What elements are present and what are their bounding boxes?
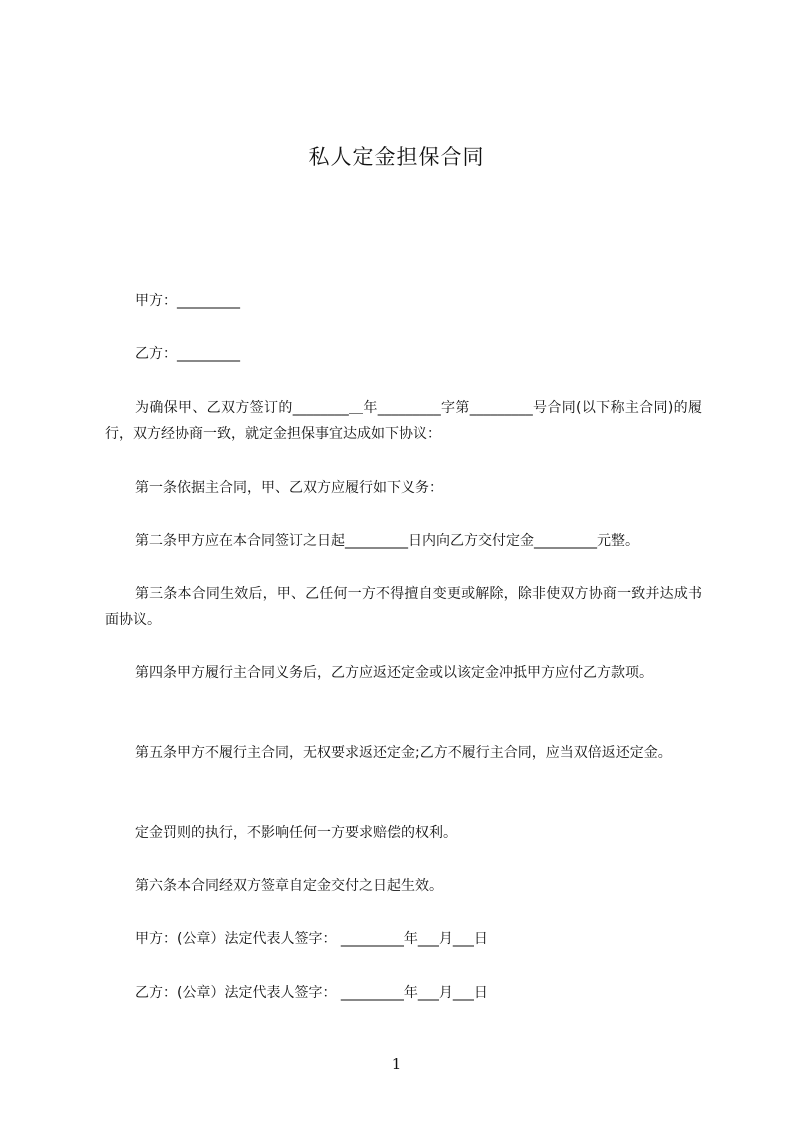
article-3-paragraph: 第三条本合同生效后，甲、乙任何一方不得擅自变更或解除，除非使双方协商一致并达成书面协议。 <box>105 586 702 628</box>
party-a-signature-line: 甲方：(公章）法定代表人签字： _________年___月___日 <box>135 931 488 947</box>
party-b-signature-line: 乙方：(公章）法定代表人签字： _________年___月___日 <box>135 985 488 1001</box>
article-5-paragraph: 第五条甲方不履行主合同，无权要求返还定金;乙方不履行主合同，应当双倍返还定金。 <box>135 745 672 761</box>
preamble-paragraph: 为确保甲、乙双方签订的________＿年_________字第_________号合同(以下称主合同)的履行，双方经协商一致，就定金担保事宜达成如下协议： <box>105 400 702 442</box>
article-4-paragraph: 第四条甲方履行主合同义务后，乙方应返还定金或以该定金冲抵甲方应付乙方款项。 <box>135 665 653 681</box>
article-2-paragraph: 第二条甲方应在本合同签订之日起_________日内向乙方交付定金_________元整。 <box>135 533 639 549</box>
party-a-line: 甲方：_________ <box>135 293 240 309</box>
page-number: 1 <box>391 1055 402 1073</box>
deposit-penalty-paragraph: 定金罚则的执行，不影响任何一方要求赔偿的权利。 <box>135 825 457 841</box>
article-6-paragraph: 第六条本合同经双方签章自定金交付之日起生效。 <box>135 878 443 894</box>
document-title: 私人定金担保合同 <box>308 145 485 169</box>
article-1-paragraph: 第一条依据主合同，甲、乙双方应履行如下义务： <box>135 480 443 496</box>
party-b-line: 乙方：_________ <box>135 346 240 362</box>
